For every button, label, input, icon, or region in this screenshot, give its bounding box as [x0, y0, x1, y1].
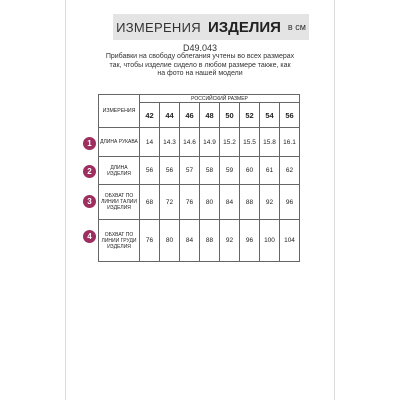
size-header: 46 — [180, 103, 200, 128]
table-cell: 16.1 — [280, 128, 300, 157]
row-badge-3: 3 — [83, 195, 96, 208]
table-row — [99, 220, 300, 262]
table-row — [99, 128, 300, 157]
table-cell: 15.2 — [220, 128, 240, 157]
row-label: ДЛИНА РУКАВА — [99, 128, 140, 157]
header-banner — [113, 14, 309, 40]
table-cell: 56 — [140, 157, 160, 185]
size-header: 56 — [280, 103, 300, 128]
size-header: 54 — [260, 103, 280, 128]
row-label: ОБХВАТ ПО ЛИНИИ ТАЛИИ ИЗДЕЛИЯ — [99, 185, 140, 220]
row-label: ДЛИНА ИЗДЕЛИЯ — [99, 157, 140, 185]
table-cell: 60 — [240, 157, 260, 185]
title-unit: в см — [287, 22, 306, 32]
row-label: ОБХВАТ ПО ЛИНИИ ГРУДИ ИЗДЕЛИЯ — [99, 220, 140, 262]
table-cell: 92 — [220, 220, 240, 262]
table-cell: 100 — [260, 220, 280, 262]
title-measurements: ИЗМЕРЕНИЯ — [116, 19, 201, 35]
table-cell: 104 — [280, 220, 300, 262]
size-header: 50 — [220, 103, 240, 128]
table-cell: 96 — [240, 220, 260, 262]
size-header: 42 — [140, 103, 160, 128]
size-table — [98, 94, 300, 262]
table-cell: 59 — [220, 157, 240, 185]
table-row — [99, 157, 300, 185]
table-cell: 57 — [180, 157, 200, 185]
table-cell: 14.6 — [180, 128, 200, 157]
table-cell: 80 — [200, 185, 220, 220]
table-cell: 84 — [180, 220, 200, 262]
title-product: ИЗДЕЛИЯ — [207, 18, 281, 36]
row-badge-4: 4 — [83, 230, 96, 243]
size-header: 44 — [160, 103, 180, 128]
table-cell: 80 — [160, 220, 180, 262]
table-cell: 72 — [160, 185, 180, 220]
size-header: 52 — [240, 103, 260, 128]
table-row — [99, 185, 300, 220]
russian-size-header: РОССИЙСКИЙ РАЗМЕР — [140, 95, 300, 103]
table-cell: 14.9 — [200, 128, 220, 157]
table-cell: 68 — [140, 185, 160, 220]
table-cell: 88 — [240, 185, 260, 220]
table-cell: 76 — [180, 185, 200, 220]
corner-header: ИЗМЕРЕНИЯ — [99, 95, 140, 128]
table-cell: 76 — [140, 220, 160, 262]
size-header: 48 — [200, 103, 220, 128]
table-cell: 56 — [160, 157, 180, 185]
table-cell: 62 — [280, 157, 300, 185]
fit-note: Прибавки на свободу облегания учтены во всех размерах так, чтобы изделие сидело в любом размере также, как на фото на нашей модели — [105, 53, 295, 78]
row-badge-2: 2 — [83, 165, 96, 178]
table-cell: 58 — [200, 157, 220, 185]
table-cell: 15.5 — [240, 128, 260, 157]
table-cell: 88 — [200, 220, 220, 262]
table-cell: 14.3 — [160, 128, 180, 157]
product-code: D49.043 — [182, 43, 218, 53]
table-cell: 61 — [260, 157, 280, 185]
table-cell: 84 — [220, 185, 240, 220]
row-badge-1: 1 — [83, 137, 96, 150]
table-cell: 15.8 — [260, 128, 280, 157]
table-cell: 92 — [260, 185, 280, 220]
table-cell: 14 — [140, 128, 160, 157]
table-cell: 96 — [280, 185, 300, 220]
